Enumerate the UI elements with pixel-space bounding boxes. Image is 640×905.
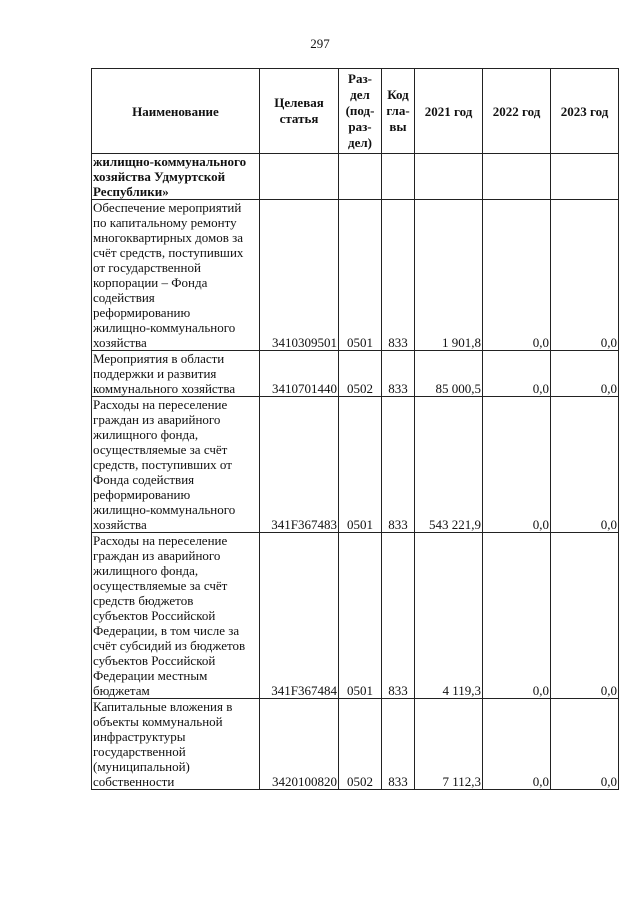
row-name-line: жилищно-коммунального [93,502,236,517]
row-value-2022: 0,0 [483,351,551,397]
header-section-line: Раз- [348,71,372,86]
row-target-article: 341F367484 [260,533,339,699]
row-name-line: Республики» [93,184,169,199]
row-name-line: хозяйства [93,517,147,532]
row-chapter-code: 833 [382,397,415,533]
row-name-line: реформированию [93,305,191,320]
row-target-article [260,154,339,200]
row-name-line: инфраструктуры [93,729,186,744]
row-name-line: граждан из аварийного [93,412,221,427]
row-value-2023: 0,0 [551,533,619,699]
row-name [92,200,260,351]
row-chapter-code [382,154,415,200]
row-value-2021: 4 119,3 [415,533,483,699]
row-name-line: Расходы на переселение [93,397,228,412]
row-name-line: жилищного фонда, [93,563,199,578]
row-value-2023: 0,0 [551,397,619,533]
row-name-line: коммунального хозяйства [93,381,236,396]
row-name-line: государственной [93,744,186,759]
header-2021: 2021 год [415,69,483,154]
row-name-line: жилищно-коммунального [93,154,247,169]
row-chapter-code: 833 [382,533,415,699]
row-value-2022: 0,0 [483,200,551,351]
row-name-line: по капитальному ремонту [93,215,237,230]
table-row [92,200,619,351]
row-name-line: граждан из аварийного [93,548,221,563]
header-section-line: (под- [345,103,375,118]
header-section-line: дел) [348,135,372,150]
row-name [92,351,260,397]
row-name-line: реформированию [93,487,191,502]
row-name [92,533,260,699]
row-name-line: Федерации местным [93,668,208,683]
header-target-article: Целевая статья [260,69,339,154]
row-name-line: Капитальные вложения в [93,699,233,714]
row-section [339,154,382,200]
row-value-2022 [483,154,551,200]
row-section: 0502 [339,351,382,397]
budget-table [91,68,619,790]
row-section: 0501 [339,533,382,699]
row-name [92,699,260,790]
header-chapter-line: гла- [386,103,410,118]
table-row [92,533,619,699]
table-row [92,154,619,200]
row-target-article: 3410309501 [260,200,339,351]
page-number: 297 [310,36,330,51]
row-chapter-code: 833 [382,200,415,351]
row-value-2022: 0,0 [483,533,551,699]
row-name-line: осуществляемые за счёт [93,442,228,457]
row-value-2023: 0,0 [551,699,619,790]
row-chapter-code: 833 [382,699,415,790]
row-name-line: Мероприятия в области [93,351,225,366]
row-value-2023: 0,0 [551,200,619,351]
row-value-2022: 0,0 [483,699,551,790]
row-name-line: жилищного фонда, [93,427,199,442]
row-name-line: хозяйства [93,335,147,350]
header-section-line: раз- [348,119,372,134]
row-name-line: субъектов Российской [93,653,216,668]
row-name-line: Обеспечение мероприятий [93,200,242,215]
row-value-2021: 85 000,5 [415,351,483,397]
row-name-line: многоквартирных домов за [93,230,244,245]
header-section [339,69,382,154]
row-target-article: 341F367483 [260,397,339,533]
row-name-line: корпорации – Фонда [93,275,208,290]
row-target-article: 3420100820 [260,699,339,790]
row-value-2021 [415,154,483,200]
row-name-line: Фонда содействия [93,472,195,487]
row-name-line: Федерации, в том числе за [93,623,240,638]
header-chapter-line: Код [387,87,409,102]
row-chapter-code: 833 [382,351,415,397]
row-name [92,397,260,533]
row-name-line: счёт субсидий из бюджетов [93,638,246,653]
row-name-line: счёт средств, поступивших [93,245,244,260]
row-name-line: содействия [93,290,155,305]
row-section: 0502 [339,699,382,790]
row-value-2021: 7 112,3 [415,699,483,790]
header-chapter-line: вы [389,119,407,134]
row-name-line: объекты коммунальной [93,714,223,729]
row-name-line: осуществляемые за счёт [93,578,228,593]
row-name-line: средств бюджетов [93,593,194,608]
row-name-line: Расходы на переселение [93,533,228,548]
row-name-line: бюджетам [93,683,150,698]
row-name-line: поддержки и развития [93,366,217,381]
header-row [92,69,619,154]
row-target-article: 3410701440 [260,351,339,397]
row-name-line: от государственной [93,260,201,275]
header-name: Наименование [92,69,260,154]
row-value-2022: 0,0 [483,397,551,533]
row-name-line: собственности [93,774,175,789]
row-section: 0501 [339,397,382,533]
header-chapter-code [382,69,415,154]
row-name-line: хозяйства Удмуртской [93,169,226,184]
row-name-line: субъектов Российской [93,608,216,623]
header-section-line: дел [350,87,370,102]
header-2022: 2022 год [483,69,551,154]
row-value-2021: 543 221,9 [415,397,483,533]
table-row [92,351,619,397]
row-value-2023 [551,154,619,200]
row-value-2021: 1 901,8 [415,200,483,351]
row-name [92,154,260,200]
row-section: 0501 [339,200,382,351]
table-row [92,397,619,533]
row-name-line: жилищно-коммунального [93,320,236,335]
row-name-line: (муниципальной) [93,759,190,774]
table-row [92,699,619,790]
row-name-line: средств, поступивших от [93,457,232,472]
row-value-2023: 0,0 [551,351,619,397]
header-2023: 2023 год [551,69,619,154]
